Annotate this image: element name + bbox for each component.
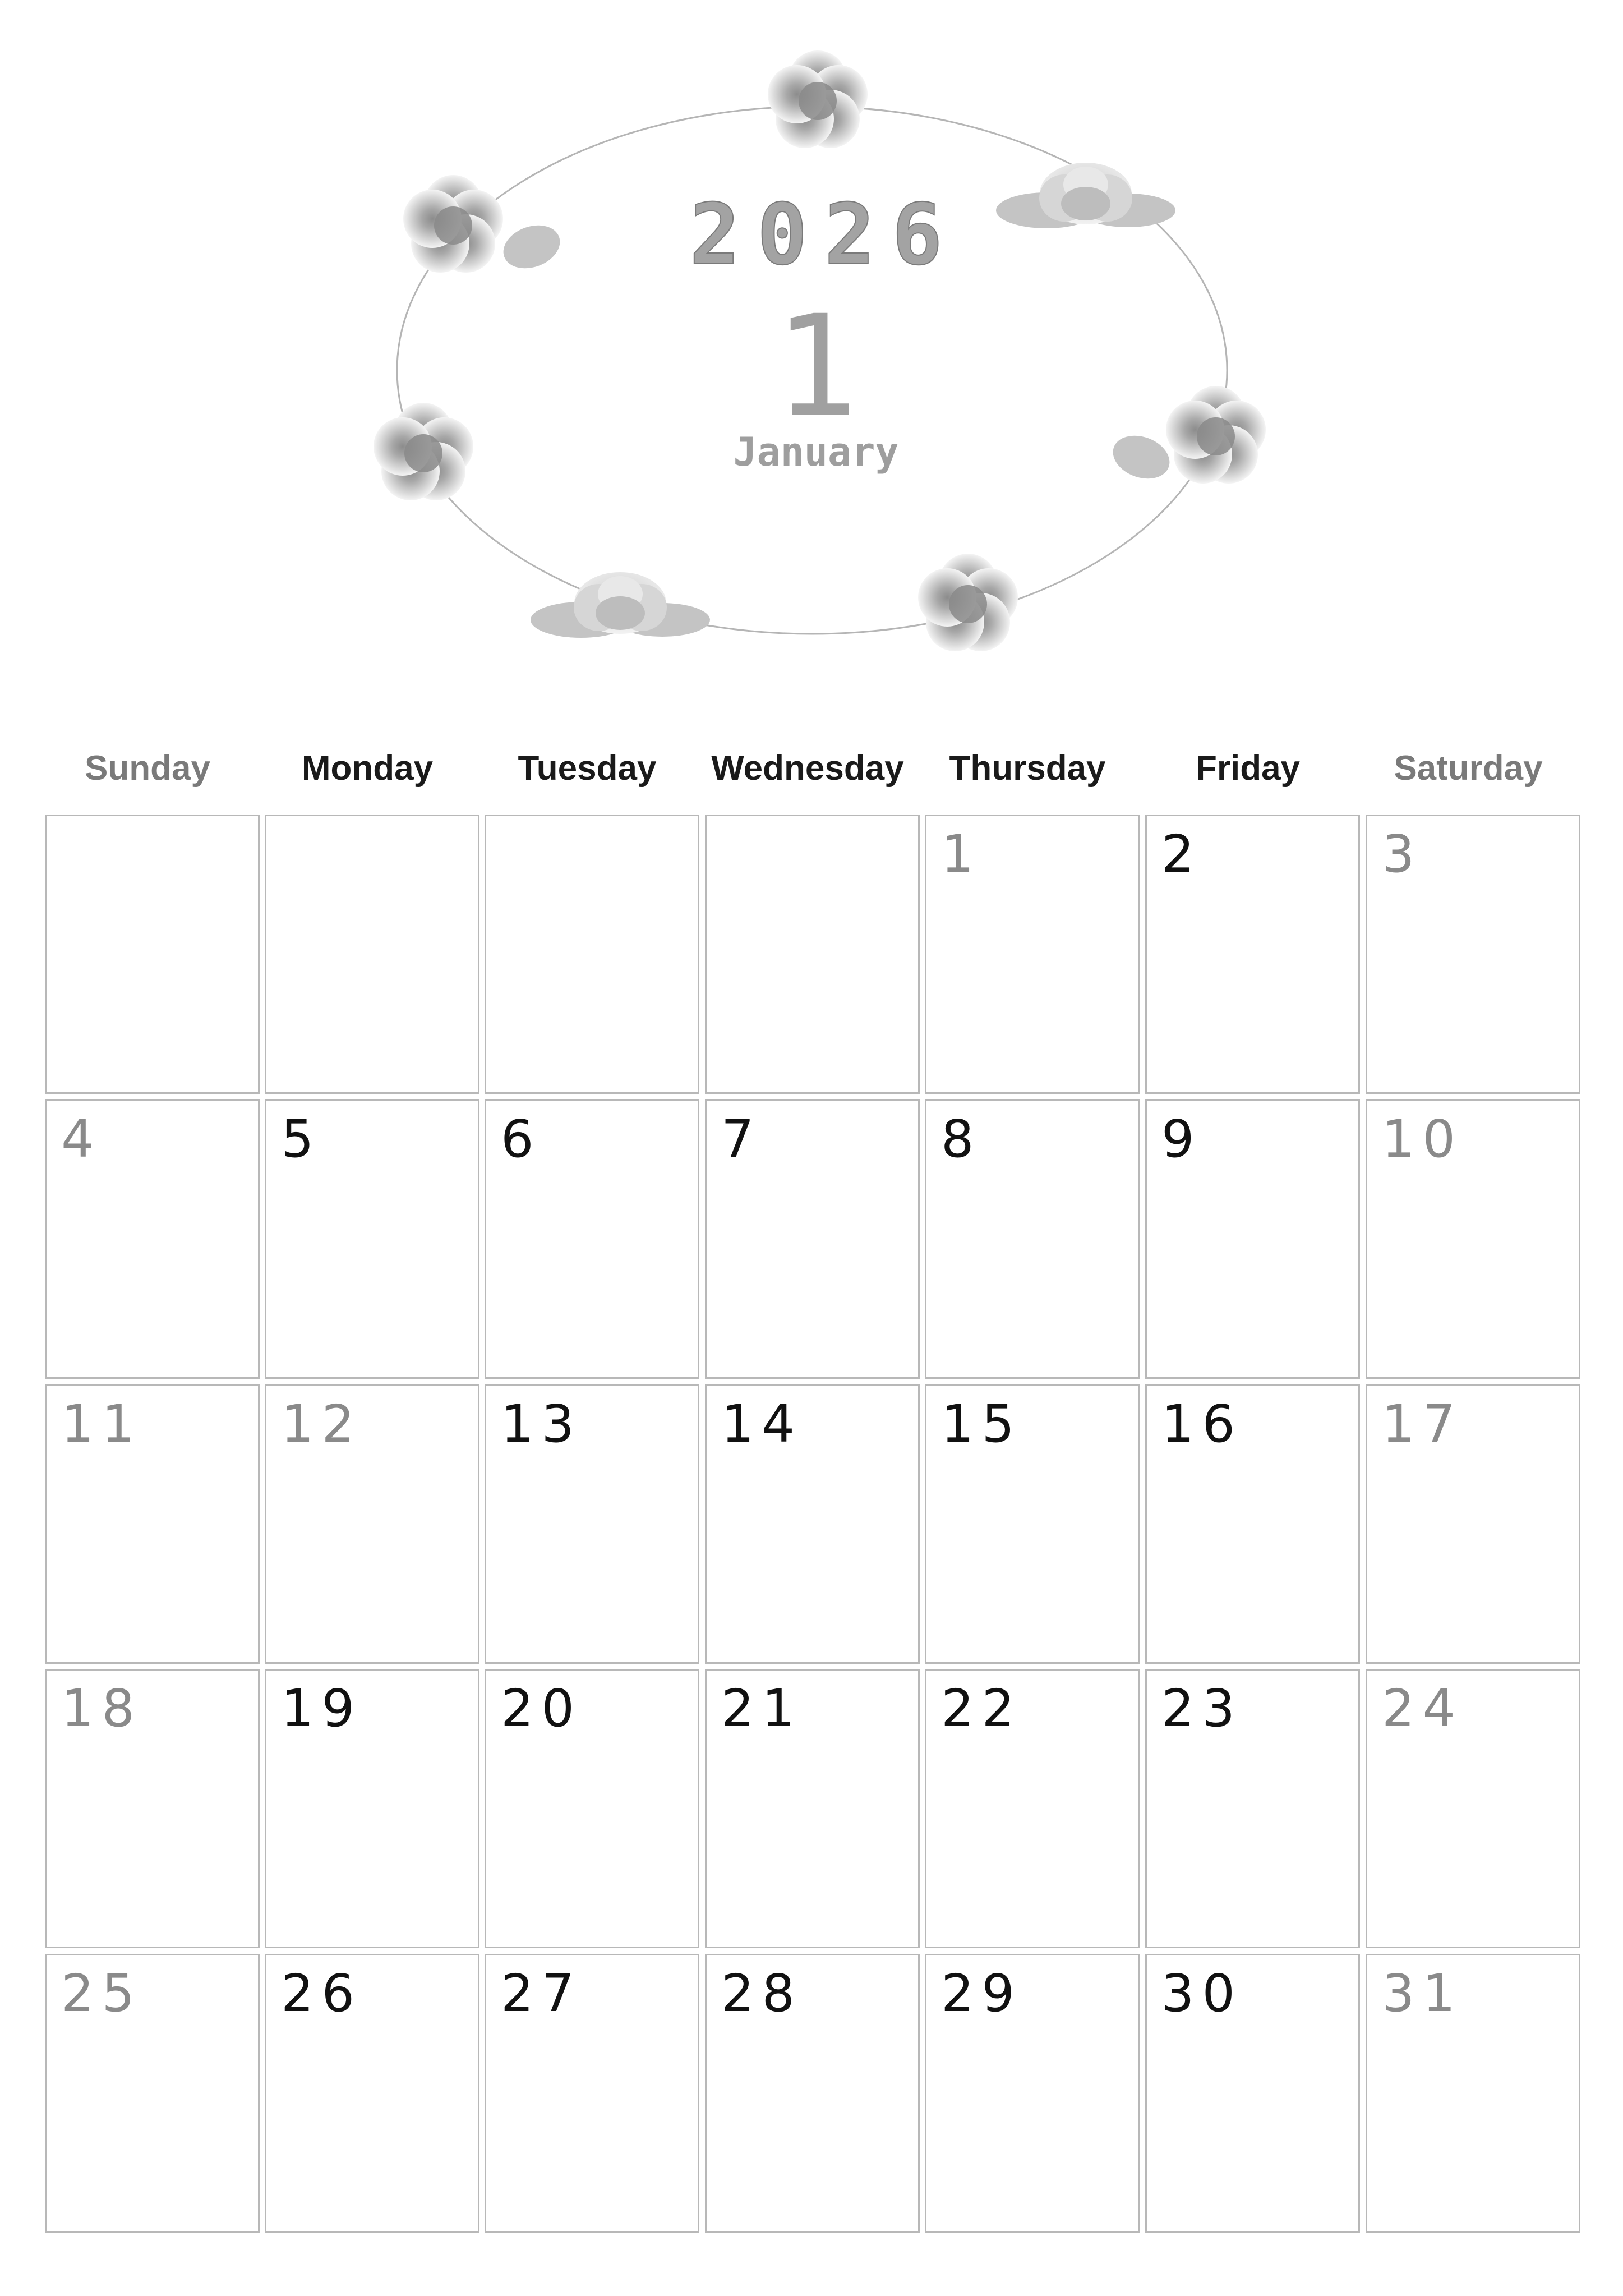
day-number: 24 <box>1382 1678 1464 1738</box>
day-number: 20 <box>501 1678 583 1738</box>
day-number: 9 <box>1161 1109 1202 1169</box>
day-number: 25 <box>61 1963 143 2023</box>
day-cell <box>485 1669 699 1948</box>
day-cell <box>1366 815 1580 1094</box>
day-cell <box>485 1384 699 1664</box>
day-number: 31 <box>1382 1963 1464 2023</box>
day-cell <box>45 1954 260 2233</box>
day-cell <box>45 1384 260 1664</box>
weekday-thursday: Thursday <box>949 749 1106 788</box>
weekday-sunday: Sunday <box>85 749 210 788</box>
camellia-flower-icon <box>768 50 868 148</box>
day-number: 11 <box>61 1394 143 1454</box>
calendar-month-name: January <box>733 429 899 475</box>
weekday-friday: Friday <box>1195 749 1301 788</box>
day-number: 8 <box>941 1109 982 1169</box>
day-number: 7 <box>721 1109 762 1169</box>
day-cell <box>925 815 1140 1094</box>
day-number: 19 <box>281 1678 363 1738</box>
day-number: 22 <box>941 1678 1023 1738</box>
camellia-flower-icon <box>403 175 503 273</box>
day-number: 2 <box>1161 824 1202 884</box>
day-cell <box>485 1954 699 2233</box>
day-number: 30 <box>1161 1963 1243 2023</box>
day-number: 16 <box>1161 1394 1243 1454</box>
day-cell <box>1145 1099 1360 1379</box>
day-cell <box>705 1099 920 1379</box>
day-cell <box>705 1384 920 1664</box>
day-number: 27 <box>501 1963 583 2023</box>
day-cell <box>1366 1384 1580 1664</box>
empty-day-cell <box>265 815 479 1094</box>
day-cell <box>925 1669 1140 1948</box>
day-cell <box>45 1669 260 1948</box>
day-cell <box>1366 1954 1580 2233</box>
camellia-flower-icon <box>1166 386 1266 484</box>
day-number: 10 <box>1382 1109 1464 1169</box>
weekday-wednesday: Wednesday <box>711 749 904 788</box>
day-number: 4 <box>61 1109 102 1169</box>
day-number: 13 <box>501 1394 583 1454</box>
empty-day-cell <box>705 815 920 1094</box>
day-number: 26 <box>281 1963 363 2023</box>
calendar-year: 2026 <box>689 186 960 284</box>
empty-day-cell <box>485 815 699 1094</box>
day-cell <box>705 1669 920 1948</box>
day-cell <box>925 1099 1140 1379</box>
day-cell <box>265 1954 479 2233</box>
camellia-bud-icon <box>996 163 1175 228</box>
weekday-monday: Monday <box>301 749 434 788</box>
leaf-icon <box>497 218 566 275</box>
camellia-flower-icon <box>918 554 1018 651</box>
day-cell <box>1145 815 1360 1094</box>
day-cell <box>485 1099 699 1379</box>
weekday-saturday: Saturday <box>1394 749 1543 788</box>
day-cell <box>1145 1669 1360 1948</box>
day-number: 1 <box>941 824 982 884</box>
day-cell <box>1366 1099 1580 1379</box>
day-cell <box>925 1954 1140 2233</box>
weekday-tuesday: Tuesday <box>518 749 657 788</box>
day-number: 6 <box>501 1109 542 1169</box>
camellia-flower-icon <box>374 403 473 500</box>
day-cell <box>1366 1669 1580 1948</box>
leaf-icon <box>1107 428 1175 486</box>
day-number: 3 <box>1382 824 1423 884</box>
day-number: 17 <box>1382 1394 1464 1454</box>
day-cell <box>265 1099 479 1379</box>
day-cell <box>265 1669 479 1948</box>
day-number: 21 <box>721 1678 803 1738</box>
camellia-bud-icon <box>531 572 710 638</box>
calendar-header-art <box>0 0 1623 701</box>
day-number: 18 <box>61 1678 143 1738</box>
day-number: 23 <box>1161 1678 1243 1738</box>
empty-day-cell <box>45 815 260 1094</box>
day-number: 29 <box>941 1963 1023 2023</box>
day-cell <box>1145 1384 1360 1664</box>
day-number: 14 <box>721 1394 803 1454</box>
day-cell <box>45 1099 260 1379</box>
day-cell <box>265 1384 479 1664</box>
day-cell <box>1145 1954 1360 2233</box>
day-number: 28 <box>721 1963 803 2023</box>
day-number: 12 <box>281 1394 363 1454</box>
day-number: 15 <box>941 1394 1023 1454</box>
day-cell <box>925 1384 1140 1664</box>
calendar-month-number: 1 <box>773 285 859 448</box>
day-number: 5 <box>281 1109 322 1169</box>
day-cell <box>705 1954 920 2233</box>
